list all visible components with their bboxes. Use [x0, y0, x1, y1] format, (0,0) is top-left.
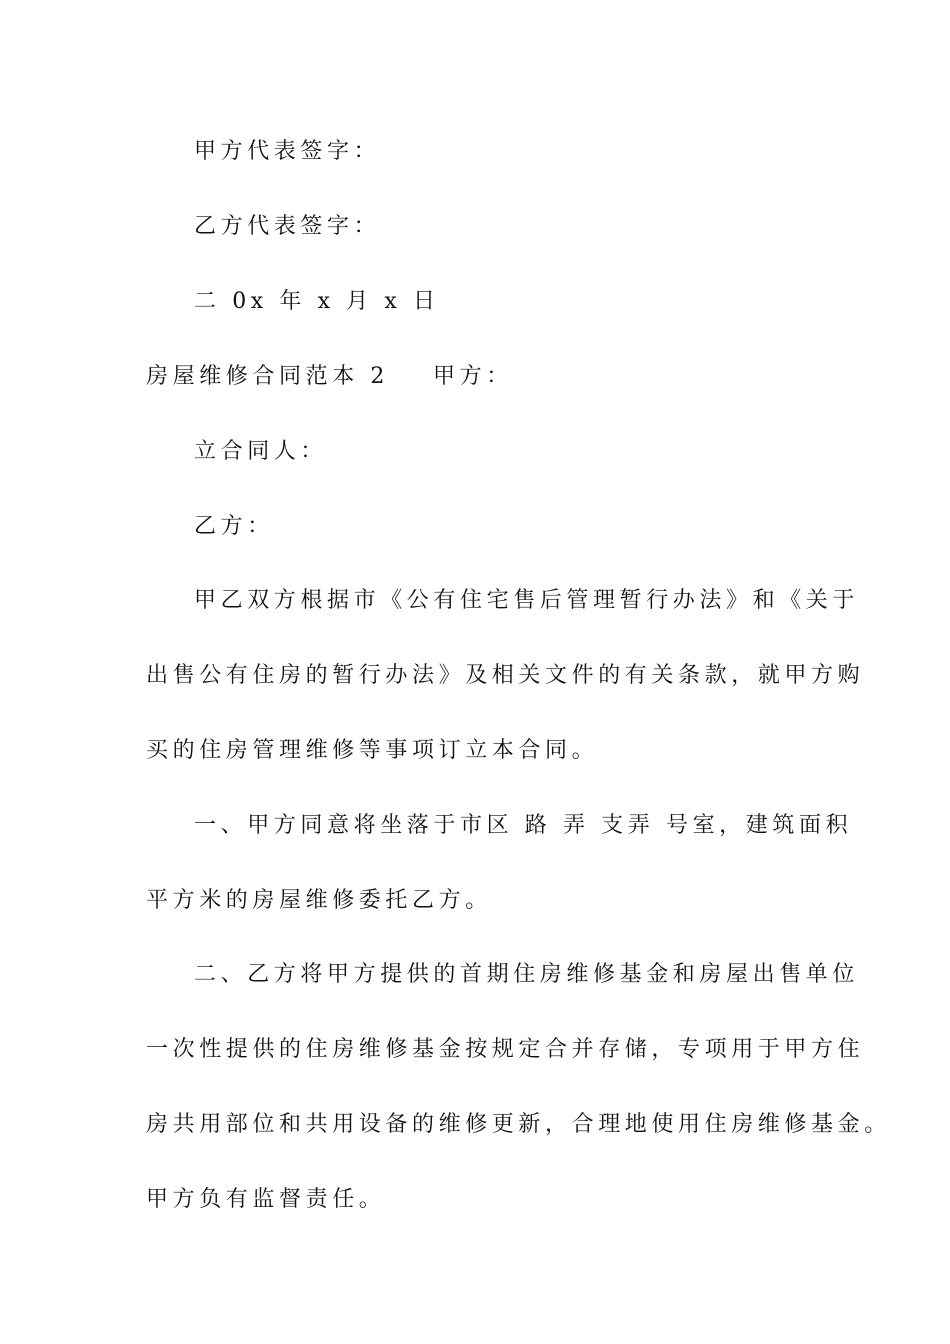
- party-a-label: 甲方：: [433, 364, 513, 389]
- party-b-signature-label: 乙方代表签字：: [194, 214, 381, 239]
- contract-title: 房屋维修合同范本 2: [146, 364, 389, 389]
- signing-date: 二 0x 年 x 月 x 日: [194, 289, 440, 314]
- paragraph-3-line-1: 二、乙方将甲方提供的首期住房维修基金和房屋出售单位: [194, 962, 860, 987]
- paragraph-2-line-1: 一、甲方同意将坐落于市区 路 弄 支弄 号室，建筑面积: [194, 813, 853, 838]
- paragraph-3-line-2: 一次性提供的住房维修基金按规定合并存储，专项用于甲方住: [146, 1037, 865, 1062]
- party-b-label: 乙方：: [194, 514, 274, 539]
- paragraph-1-line-3: 买的住房管理维修等事项订立本合同。: [146, 738, 599, 763]
- contractor-label: 立合同人：: [194, 439, 328, 464]
- paragraph-1-line-2: 出售公有住房的暂行办法》及相关文件的有关条款，就甲方购: [146, 663, 865, 688]
- paragraph-3-line-4: 甲方负有监督责任。: [146, 1187, 386, 1212]
- paragraph-1-line-1: 甲乙双方根据市《公有住宅售后管理暂行办法》和《关于: [194, 588, 860, 613]
- paragraph-3-line-3: 房共用部位和共用设备的维修更新，合理地使用住房维修基金。: [146, 1112, 891, 1137]
- title-line: [146, 362, 826, 392]
- paragraph-2-line-2: 平方米的房屋维修委托乙方。: [146, 888, 492, 913]
- party-a-signature-label: 甲方代表签字：: [194, 139, 381, 164]
